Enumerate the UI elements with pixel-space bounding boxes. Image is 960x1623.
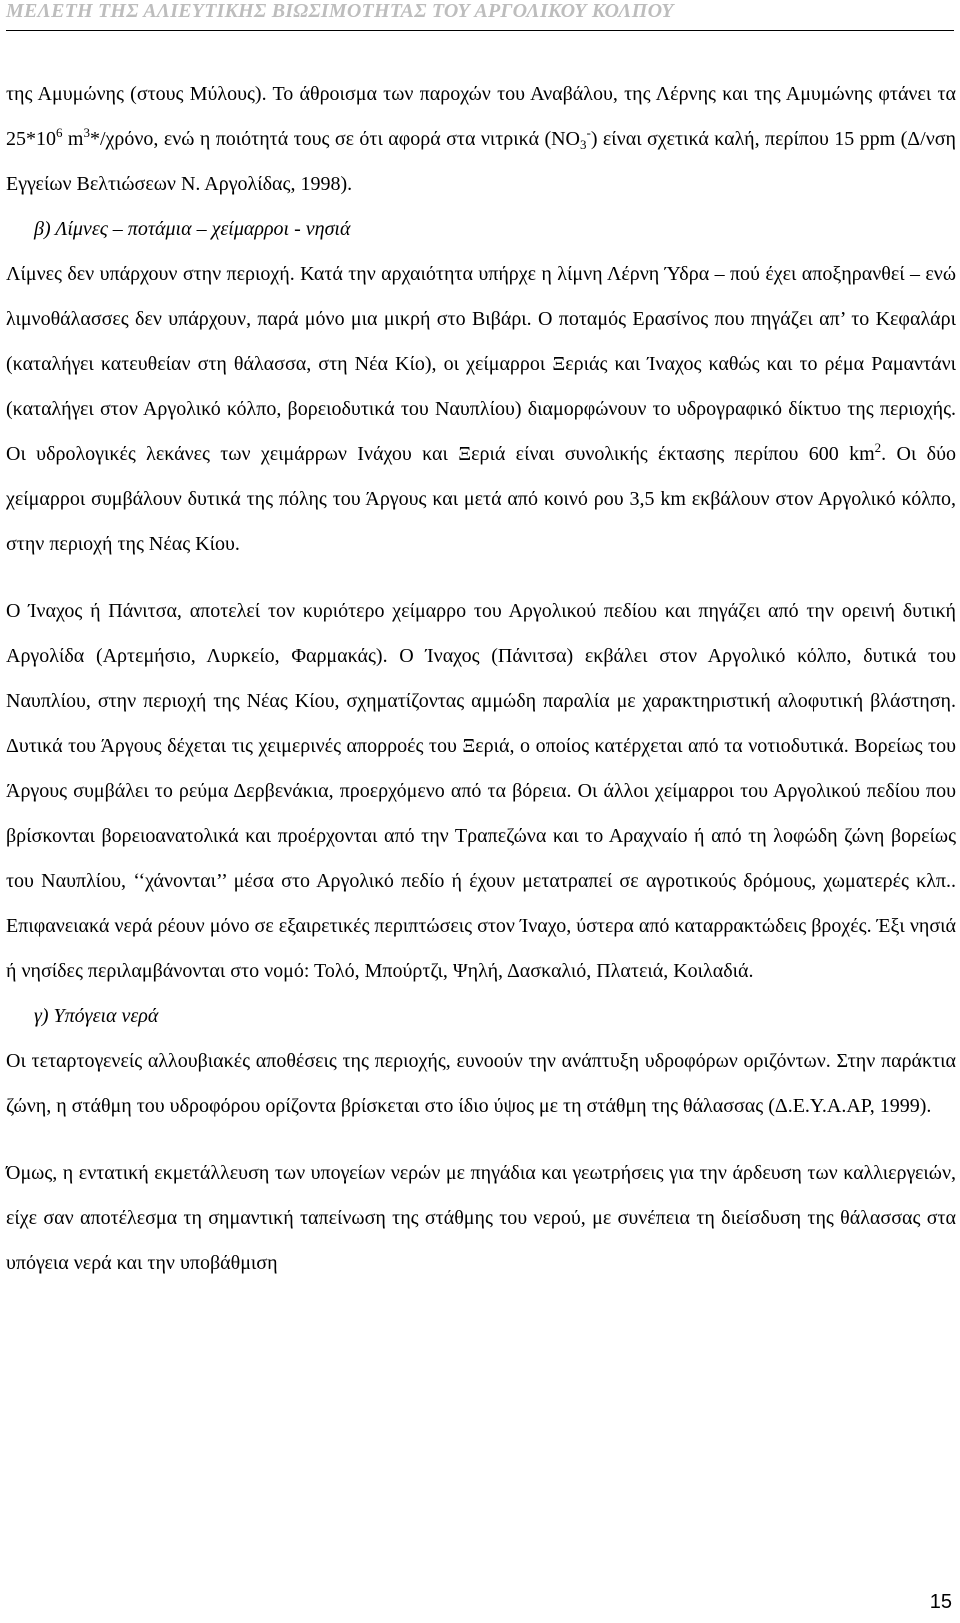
- superscript-unit: 3: [83, 125, 90, 140]
- paragraph-text: */χρόνο, ενώ η ποιότητά τους σε ότι αφορά στα νιτρικά (NO: [89, 128, 580, 150]
- superscript-exponent: 6: [56, 125, 63, 140]
- section-heading-groundwater: γ) Υπόγεια νερά: [34, 1005, 159, 1027]
- paragraph-groundwater-exploitation: Όμως, η εντατική εκμετάλλευση των υπογείων νερών με πηγάδια και γεωτρήσεις για την άρδευση των καλλιεργειών, είχε σαν αποτέλεσμα τη σημαντική ταπείνωση της στάθμης του νερού, με συνέπεια τη διείσδυση της θάλασσας στα υπόγεια νερά και την υποβάθμιση: [6, 1162, 956, 1274]
- paragraph-lakes-rivers: [6, 252, 956, 567]
- paragraph-text: . Οι δύο χείμαρροι συμβάλουν δυτικά της πόλης του Άργους και μετά από κοινό ρου 3,5 km εκβάλουν στον Αργολικό κόλπο, στην περιοχή της Νέας Κίου.: [6, 443, 956, 555]
- paragraph-spacer: [6, 567, 956, 589]
- paragraph-text: Λίμνες δεν υπάρχουν στην περιοχή. Κατά την αρχαιότητα υπήρχε η λίμνη Λέρνη Ύδρα – πού έχει αποξηρανθεί – ενώ λιμνοθάλασσες δεν υπάρχουν, παρά μόνο μια μικρή στο Βιβάρι. Ο ποταμός Ερασίνος που πηγάζει απ’ το Κεφαλάρι (καταλήγει κατευθείαν στη θάλασσα, στη Νέα Κίο), οι χείμαρροι Ξεριάς και Ίναχος καθώς και το ρέμα Ραμαντάνι (καταλήγει στον Αργολικό κόλπο, βορειοδυτικά του Ναυπλίου) διαμορφώνουν το υδρογραφικό δίκτυο της περιοχής. Οι υδρολογικές λεκάνες των χειμάρρων Ινάχου και Ξεριά είναι συνολικής έκτασης περίπου 600 km: [6, 263, 956, 465]
- header-divider: [6, 30, 954, 31]
- paragraph-text: m: [62, 128, 84, 150]
- paragraph-inachos: Ο Ίναχος ή Πάνιτσα, αποτελεί τον κυριότερο χείμαρρο του Αργολικού πεδίου και πηγάζει από την ορεινή δυτική Αργολίδα (Αρτεμήσιο, Λυρκείο, Φαρμακάς). Ο Ίναχος (Πάνιτσα) εκβάλει στον Αργολικό κόλπο, δυτικά του Ναυπλίου, στην περιοχή της Νέας Κίου, σχηματίζοντας αμμώδη παραλία με χαρακτηριστική αλοφυτική βλάστηση. Δυτικά του Άργους δέχεται τις χειμερινές απορροές του Ξεριά, ο οποίος κατέρχεται από τα νοτιοδυτικά. Βορείως του Άργους συμβάλει το ρεύμα Δερβενάκια, προερχόμενο από τα βόρεια. Οι άλλοι χείμαρροι του Αργολικού πεδίου που βρίσκονται βορειοανατολικά και προέρχονται από την Τραπεζώνα και το Αραχναίο ή από τη λοφώδη ζώνη βορείως του Ναυπλίου, ‘‘χάνονται’’ μέσα στο Αργολικό πεδίο ή έχουν μετατραπεί σε αγροτικούς δρόμους, χωματερές κλπ.. Επιφανειακά νερά ρέουν μόνο σε εξαιρετικές περιπτώσεις στον Ίναχο, ύστερα από καταρρακτώδεις βροχές. Έξι νησιά ή νησίδες περιλαμβάνονται στο νομό: Τολό, Μπούρτζι, Ψηλή, Δασκαλιό, Πλατειά, Κοιλαδιά.: [6, 600, 956, 982]
- running-header: ΜΕΛΕΤΗ ΤΗΣ ΑΛΙΕΥΤΙΚΗΣ ΒΙΩΣΙΜΟΤΗΤΑΣ ΤΟΥ ΑΡΓΟΛΙΚΟΥ ΚΟΛΠΟΥ: [6, 0, 674, 22]
- superscript-charge: -: [586, 125, 591, 140]
- paragraph-groundwater: Οι τεταρτογενείς αλλουβιακές αποθέσεις της περιοχής, ευνοούν την ανάπτυξη υδροφόρων οριζόντων. Στην παράκτια ζώνη, η στάθμη του υδροφόρου ορίζοντα βρίσκεται στο ίδιο ύψος με τη στάθμη της θάλασσας (Δ.Ε.Υ.Α.ΑΡ, 1999).: [6, 1050, 956, 1117]
- section-heading-lakes-rivers: β) Λίμνες – ποτάμια – χείμαρροι - νησιά: [34, 218, 351, 240]
- paragraph-text: της Αμυμώνης (στους Μύλους). Το άθροισμα των παροχών του Αναβάλου, της Λέρνης και της Αμυμώνης φτάνει τα 25*10: [6, 83, 956, 150]
- subscript-formula: 3: [580, 137, 587, 152]
- paragraph-spacer: [6, 1129, 956, 1151]
- paragraph-text: ) είναι σχετικά καλή, περίπου 15 ppm (Δ/νση Εγγείων Βελτιώσεων Ν. Αργολίδας, 1998).: [6, 128, 956, 195]
- page-number: 15: [929, 1591, 952, 1613]
- document-body: [6, 72, 956, 1286]
- superscript-unit: 2: [874, 440, 882, 455]
- paragraph-water-discharge: [6, 72, 956, 207]
